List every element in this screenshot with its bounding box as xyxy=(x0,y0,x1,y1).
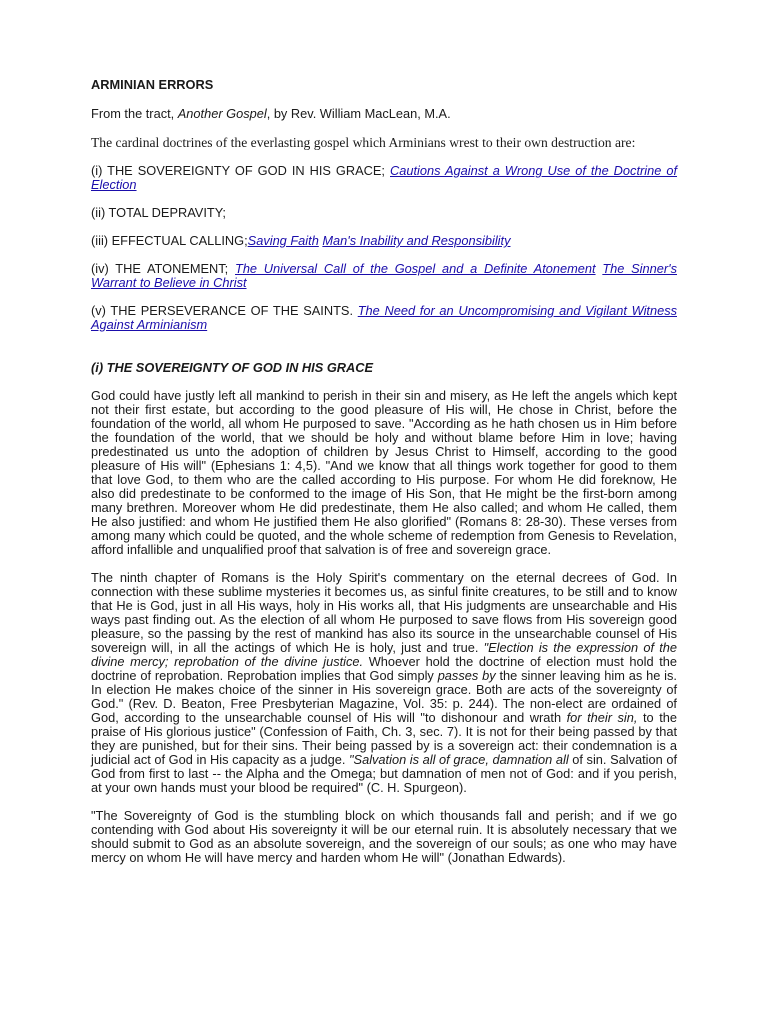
body-paragraph-1: God could have justly left all mankind to perish in their sin and misery, as He left the angels which kept not their first estate, but according to the good pleasure of His will, He chose in Christ, before the foundation of the world, all whom He purposed to save. "According as he hath chosen us in Him before the foundation of the world, that we should be holy and without blame before Him in love; having predestinated us unto the adoption of children by Jesus Christ to Himself, according to the good pleasure of His will" (Ephesians 1: 4,5). "And we know that all things work together for good to them that love God, to them who are the called according to His purpose. For whom He did foreknow, He also did predestinate to be conformed to the image of His Son, that He might be the first-born among many brethren. Moreover whom He did predestinate, them He also called; and whom He called, them He also justified: and whom He justified them He also glorified" (Romans 8: 28-30). These verses from among many which could be quoted, and the whole scheme of redemption from Genesis to Revelation, afford infallible and unqualified proof that salvation is of free and sovereign grace. xyxy=(91,388,677,557)
link-sinners-warrant[interactable]: The Sinner's Warrant to Believe in Christ xyxy=(91,261,677,290)
intro-paragraph: The cardinal doctrines of the everlasting gospel which Arminians wrest to their own destruction are: xyxy=(91,135,636,150)
link-saving-faith[interactable]: Saving Faith xyxy=(247,233,319,248)
para2-emphasis: for their sin, xyxy=(566,710,638,725)
document-page xyxy=(91,78,677,879)
source-prefix: From the tract, xyxy=(91,106,178,121)
point-4 xyxy=(91,262,677,290)
link-mans-inability[interactable]: Man's Inability and Responsibility xyxy=(322,233,511,248)
point-label: (i) THE SOVEREIGNTY OF GOD IN HIS GRACE; xyxy=(91,163,390,178)
point-label: (v) THE PERSEVERANCE OF THE SAINTS. xyxy=(91,303,358,318)
body-paragraph-2 xyxy=(91,571,677,795)
source-line xyxy=(91,107,677,121)
source-work: Another Gospel xyxy=(177,106,267,121)
point-2 xyxy=(91,206,677,220)
para2-text: The ninth chapter of Romans is the Holy Spirit's commentary on the eternal decrees of God. In connection with these sublime mysteries it becomes us, as sinful finite creatures, to be still and to know that He is God, just in all His ways, holy in His works all, that His judgments are unsearchable and His ways past finding out. As the election of all whom He purposed to save flows from His sovereign good pleasure, so the passing by the rest of mankind has also its source in the unsearchable counsel of His sovereign will, in all the actings of which He is holy, just and true. xyxy=(91,570,677,655)
para2-text: to the praise of His glorious justice" (Confession of Faith, Ch. 3, sec. 7). It is not for their being passed by that they are punished, but for their sins. Their being passed by is a sovereign act: their condemnation is a judicial act of God in His capacity as a judge. xyxy=(91,710,677,767)
para2-text: the sinner leaving him as he is. In election He makes choice of the sinner in His sovereign grace. Both are acts of the sovereignty of God." (Rev. D. Beaton, Free Presbyterian Magazine, Vol. 35: p. 244). The non-elect are ordained of God, according to the unsearchable counsel of His will "to dishonour and wrath xyxy=(91,668,677,725)
point-1 xyxy=(91,164,677,192)
link-uncompromising-witness[interactable]: The Need for an Uncompromising and Vigilant Witness Against Arminianism xyxy=(91,303,677,332)
para2-emphasis: passes by xyxy=(437,668,496,683)
section-heading: (i) THE SOVEREIGNTY OF GOD IN HIS GRACE xyxy=(91,360,374,375)
para2-text: Whoever hold the doctrine of election must hold the doctrine of reprobation. Reprobation implies that God simply xyxy=(91,654,677,683)
link-cautions-election[interactable]: Cautions Against a Wrong Use of the Doctrine of Election xyxy=(91,163,678,192)
page-title: ARMINIAN ERRORS xyxy=(91,77,214,92)
para2-text: of sin. Salvation of God from first to last -- the Alpha and the Omega; but damnation of men not of God: and if you perish, at your own hands must your blood be required" (C. H. Spurgeon). xyxy=(91,752,677,795)
point-label: (ii) TOTAL DEPRAVITY; xyxy=(91,205,226,220)
point-5 xyxy=(91,304,677,332)
point-3 xyxy=(91,234,677,248)
source-suffix: , by Rev. William MacLean, M.A. xyxy=(266,106,451,121)
para2-quote-italic: "Election is the expression of the divine mercy; reprobation of the divine justice. xyxy=(91,640,677,669)
point-label: (iv) THE ATONEMENT; xyxy=(91,261,235,276)
para2-quote-italic: "Salvation is all of grace, damnation all xyxy=(349,752,569,767)
point-label: (iii) EFFECTUAL CALLING; xyxy=(91,233,248,248)
body-paragraph-3: "The Sovereignty of God is the stumbling block on which thousands fall and perish; and if we go contending with God about His sovereignty it will be our eternal ruin. It is absolutely necessary that we should submit to God as an absolute sovereign, and the sovereign of our souls; as one who may have mercy on whom He will have mercy and harden whom He will" (Jonathan Edwards). xyxy=(91,808,677,865)
link-universal-call[interactable]: The Universal Call of the Gospel and a Definite Atonement xyxy=(235,261,596,276)
